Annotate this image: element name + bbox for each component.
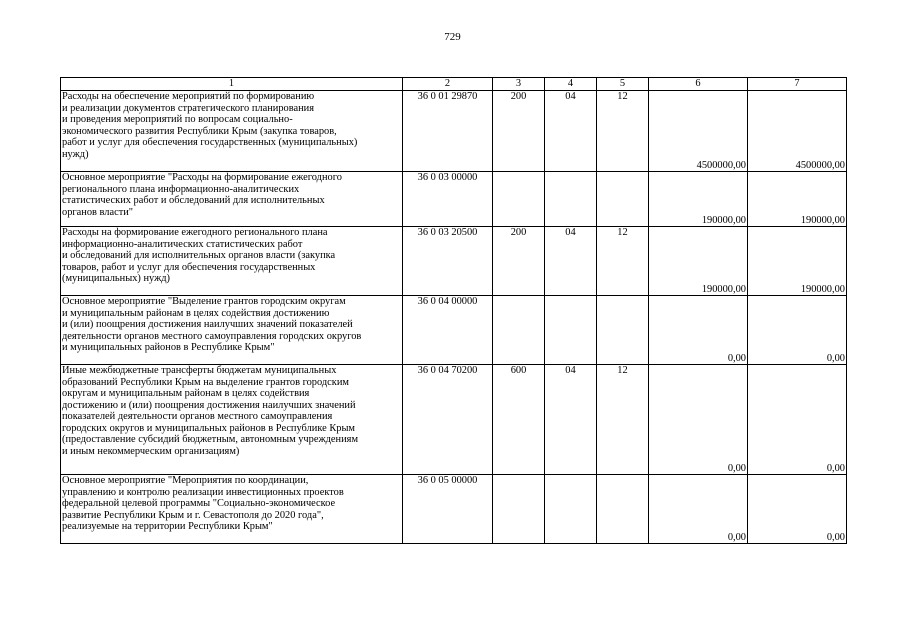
table-row [61, 172, 847, 227]
row-description: Расходы на формирование ежегодного регионального плана информационно-аналитических статистических работ и обследований для исполнительных органов власти (закупка товаров, работ и услуг для обеспечения государственных (муниципальных) нужд) [61, 227, 403, 296]
row-col3: 200 [493, 227, 545, 296]
row-col5: 12 [597, 227, 649, 296]
table-row [61, 227, 847, 296]
table-row [61, 365, 847, 475]
row-amount-col7: 190000,00 [748, 227, 847, 296]
row-description: Иные межбюджетные трансферты бюджетам муниципальных образований Республики Крым на выделение грантов городским округам и муниципальным районам в целях содействия достижению и (или) поощрения достижения наилучших значений показателей деятельности органов местного самоуправления городских округов и муниципальных районов в Республике Крым (предоставление субсидий бюджетным, автономным учреждениям и иным некоммерческим организациям) [61, 365, 403, 475]
row-amount-col7: 4500000,00 [748, 91, 847, 172]
row-amount-col6: 0,00 [649, 296, 748, 365]
row-col5 [597, 172, 649, 227]
row-col3 [493, 475, 545, 544]
row-code: 36 0 04 70200 [403, 365, 493, 475]
row-col5: 12 [597, 365, 649, 475]
row-amount-col6: 190000,00 [649, 227, 748, 296]
row-code: 36 0 01 29870 [403, 91, 493, 172]
row-code: 36 0 03 00000 [403, 172, 493, 227]
row-description: Основное мероприятие "Мероприятия по координации, управлению и контролю реализации инвестиционных проектов федеральной целевой программы "Социально-экономическое развитие Республики Крым и г. Севастополя до 2020 года", реализуемые на территории Республики Крым" [61, 475, 403, 544]
row-amount-col7: 0,00 [748, 296, 847, 365]
column-header: 5 [597, 78, 649, 91]
row-col4 [545, 296, 597, 365]
row-amount-col7: 0,00 [748, 475, 847, 544]
row-amount-col6: 190000,00 [649, 172, 748, 227]
budget-table [60, 77, 847, 544]
row-description: Расходы на обеспечение мероприятий по формированию и реализации документов стратегического планирования и проведения мероприятий по вопросам социально- экономического развития Республики Крым (закупка товаров, работ и услуг для обеспечения государственных (муниципальных) нужд) [61, 91, 403, 172]
row-col5 [597, 296, 649, 365]
table-row [61, 91, 847, 172]
table-header-row [61, 78, 847, 91]
row-code: 36 0 04 00000 [403, 296, 493, 365]
row-amount-col7: 0,00 [748, 365, 847, 475]
row-col4: 04 [545, 227, 597, 296]
column-header: 2 [403, 78, 493, 91]
row-amount-col7: 190000,00 [748, 172, 847, 227]
column-header: 6 [649, 78, 748, 91]
row-amount-col6: 0,00 [649, 475, 748, 544]
column-header: 7 [748, 78, 847, 91]
row-col3 [493, 172, 545, 227]
table-row [61, 475, 847, 544]
column-header: 1 [61, 78, 403, 91]
row-col3: 600 [493, 365, 545, 475]
row-col3 [493, 296, 545, 365]
row-col4 [545, 475, 597, 544]
row-col4: 04 [545, 365, 597, 475]
row-col5 [597, 475, 649, 544]
row-code: 36 0 05 00000 [403, 475, 493, 544]
row-col4 [545, 172, 597, 227]
column-header: 3 [493, 78, 545, 91]
table-row [61, 296, 847, 365]
row-amount-col6: 0,00 [649, 365, 748, 475]
row-description: Основное мероприятие "Расходы на формирование ежегодного регионального плана информационно-аналитических статистических работ и обследований для исполнительных органов власти" [61, 172, 403, 227]
row-col3: 200 [493, 91, 545, 172]
row-col5: 12 [597, 91, 649, 172]
row-amount-col6: 4500000,00 [649, 91, 748, 172]
row-description: Основное мероприятие "Выделение грантов городским округам и муниципальным районам в целях содействия достижению и (или) поощрения достижения наилучших значений показателей деятельности органов местного самоуправления городских округов и муниципальных районов в Республике Крым" [61, 296, 403, 365]
column-header: 4 [545, 78, 597, 91]
page-number: 729 [444, 31, 461, 43]
row-code: 36 0 03 20500 [403, 227, 493, 296]
row-col4: 04 [545, 91, 597, 172]
